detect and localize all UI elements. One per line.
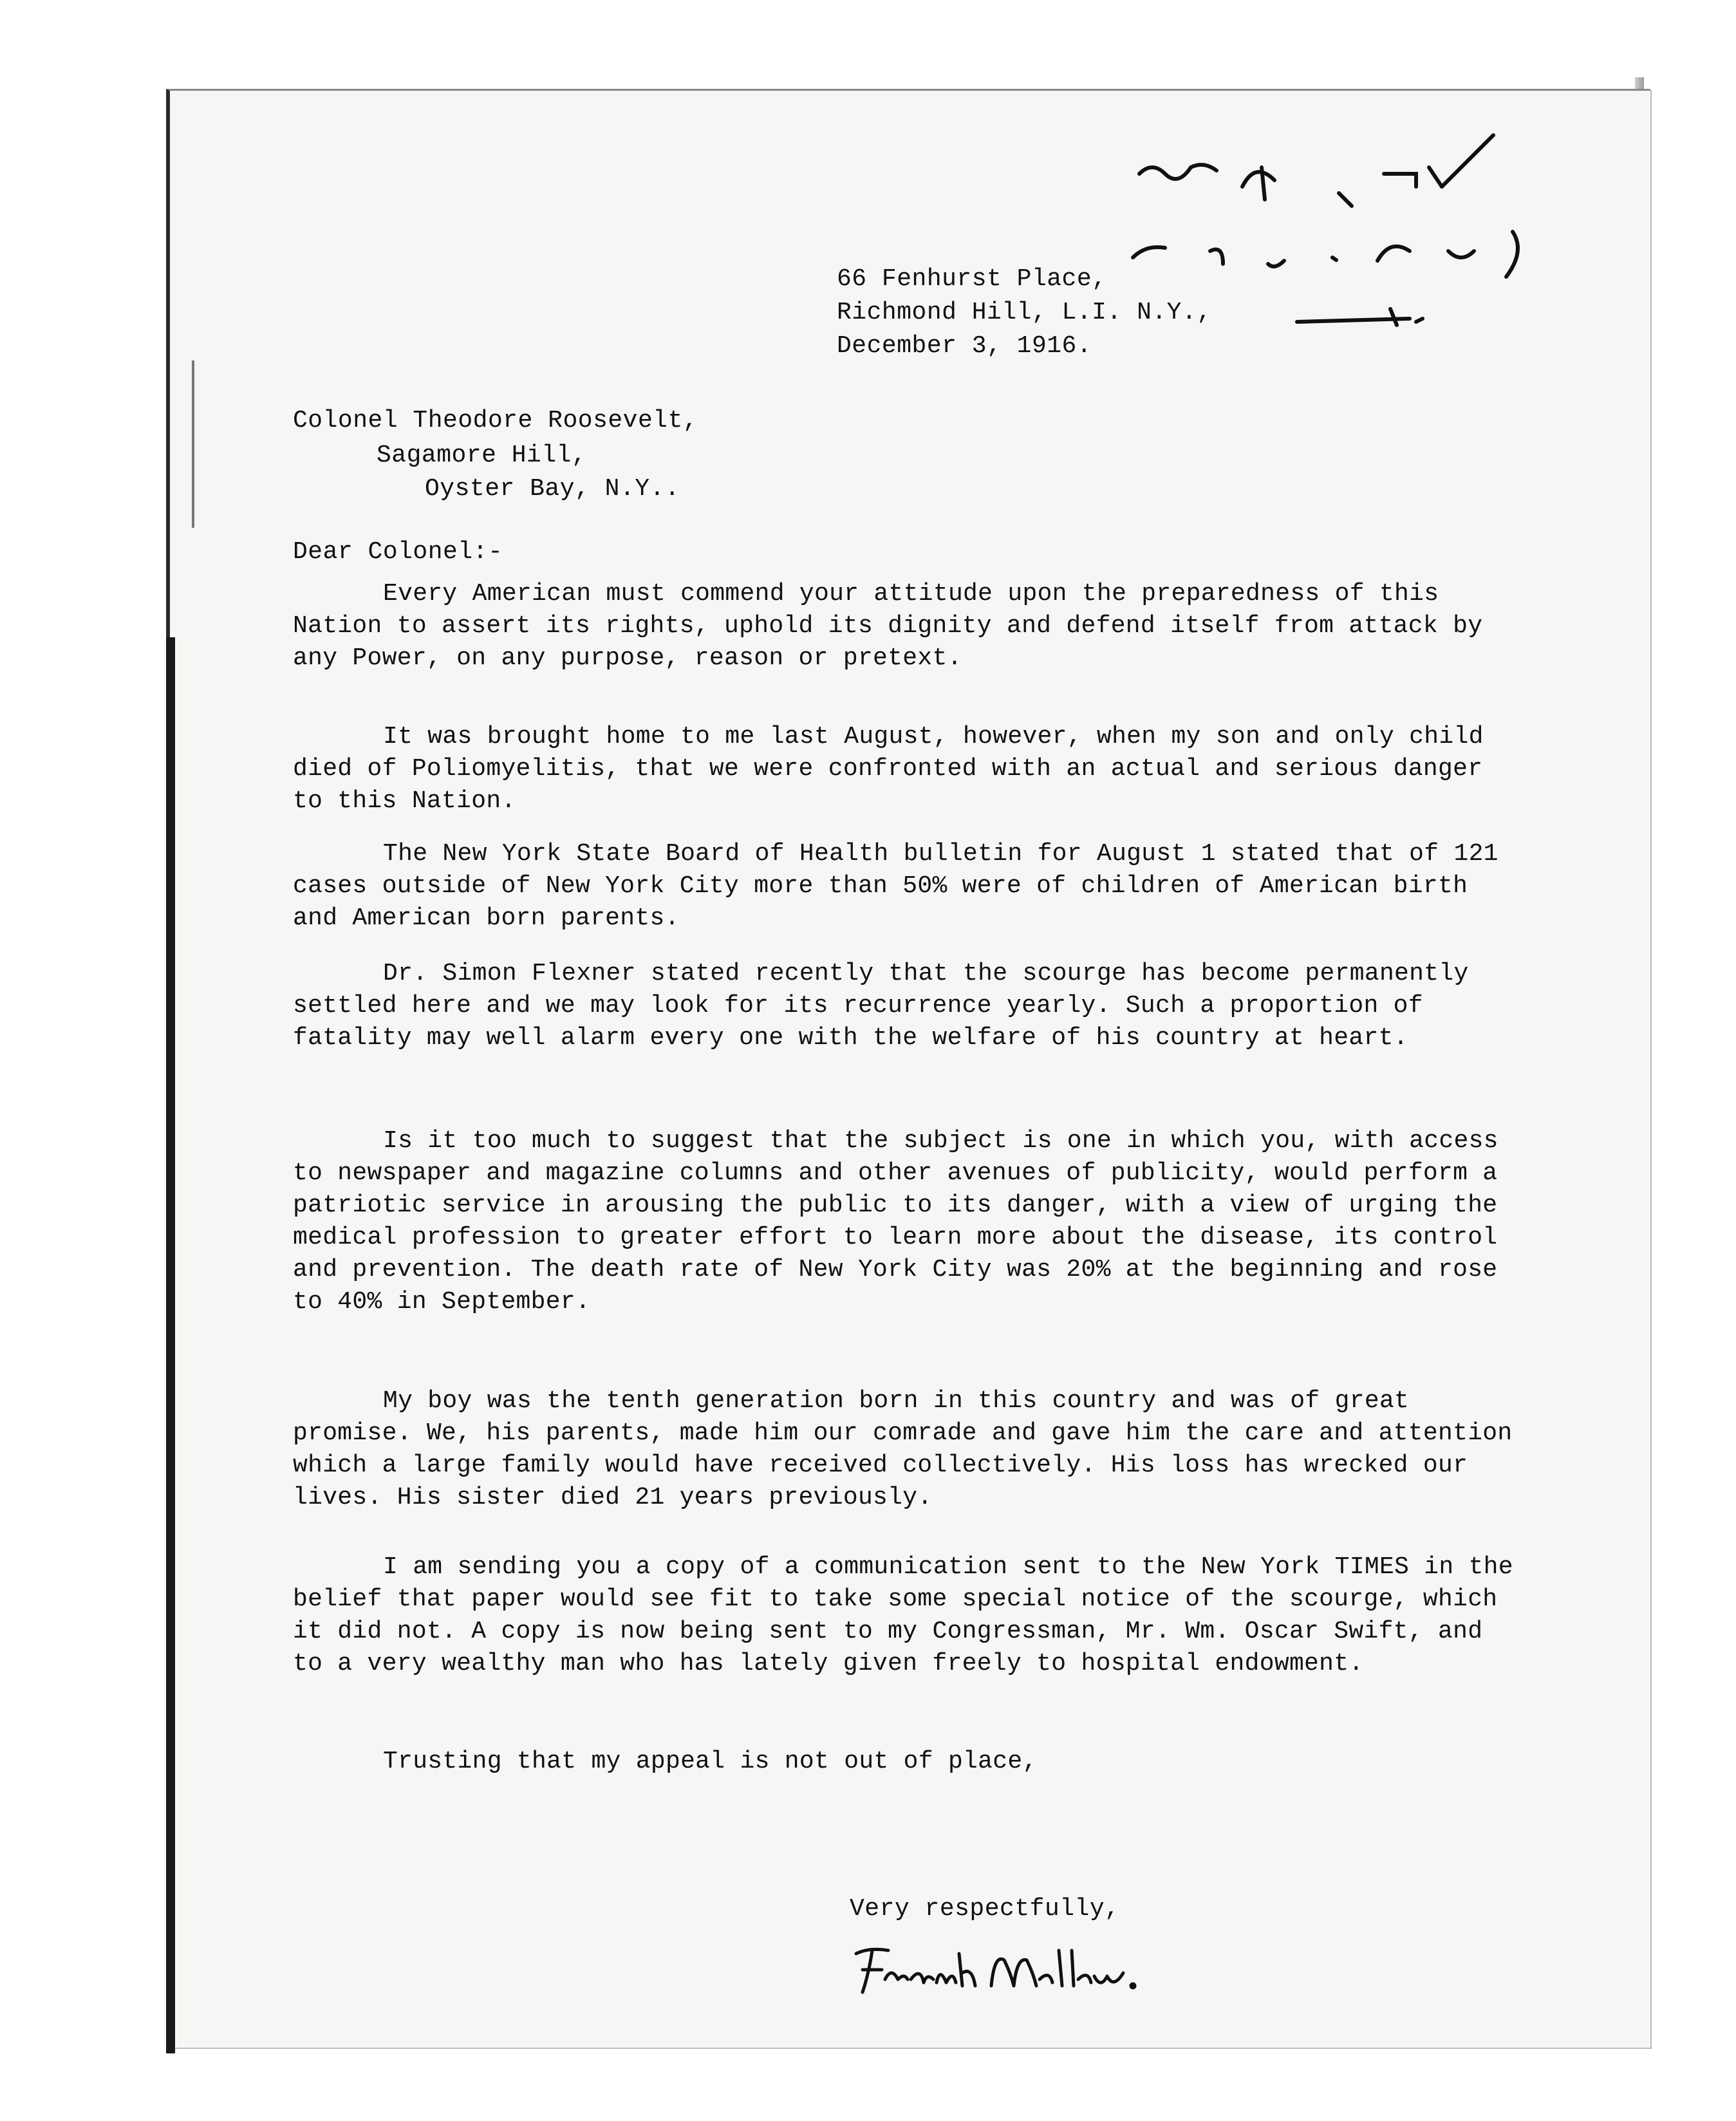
body-paragraph: The New York State Board of Health bulletin for August 1 stated that of 121 cases outside of New York City more than 50% were of children of American birth and American born parents. bbox=[293, 840, 1498, 932]
return-address-city: Richmond Hill, L.I. N.Y., bbox=[837, 299, 1212, 326]
body-paragraph: Every American must commend your attitude upon the preparedness of this Nation to assert its rights, uphold its dignity and defend itself from attack by any Power, on any purpose, reason or pretext. bbox=[293, 580, 1483, 672]
body-paragraph: It was brought home to me last August, however, when my son and only child died of Poliomyelitis, that we were confronted with an actual and serious danger to this Nation. bbox=[293, 723, 1484, 815]
fold-mark bbox=[166, 360, 194, 528]
handwritten-signature bbox=[843, 1934, 1152, 2005]
salutation: Dear Colonel:- bbox=[293, 538, 503, 566]
body-paragraph: My boy was the tenth generation born in this country and was of great promise. We, his parents, made him our comrade and gave him the care and attention which a large family would have received collectively. His loss has wrecked our lives. His sister died 21 years previously. bbox=[293, 1387, 1513, 1511]
letter-date: December 3, 1916. bbox=[837, 332, 1092, 360]
recipient-name: Colonel Theodore Roosevelt, bbox=[293, 407, 698, 434]
body-paragraph: I am sending you a copy of a communication sent to the New York TIMES in the belief that paper would see fit to take some special notice of the scourge, which it did not. A copy is now being sent to my Congressman, Mr. Wm. Oscar Swift, and to a very wealthy man who has lately given freely to hospital endowment. bbox=[293, 1553, 1513, 1677]
body-paragraph: Trusting that my appeal is not out of place, bbox=[383, 1748, 1038, 1775]
recipient-town: Oyster Bay, N.Y.. bbox=[425, 475, 680, 503]
binding-strip bbox=[166, 637, 175, 2053]
closing: Very respectfully, bbox=[850, 1895, 1120, 1923]
body-paragraph: Dr. Simon Flexner stated recently that the scourge has become permanently settled here and we may look for its recurrence yearly. Such a proportion of fatality may well alarm every one with the welfare of his country at heart. bbox=[293, 960, 1469, 1052]
body-paragraph: Is it too much to suggest that the subject is one in which you, with access to newspaper and magazine columns and other avenues of publicity, would perform a patriotic service in arousing the public to its danger, with a view of urging the medical profession to greater effort to learn more about the disease, its control and prevention. The death rate of New York City was 20% at the beginning and rose to 40% in September. bbox=[293, 1127, 1498, 1316]
recipient-estate: Sagamore Hill, bbox=[377, 442, 587, 469]
return-address-street: 66 Fenhurst Place, bbox=[837, 265, 1107, 293]
